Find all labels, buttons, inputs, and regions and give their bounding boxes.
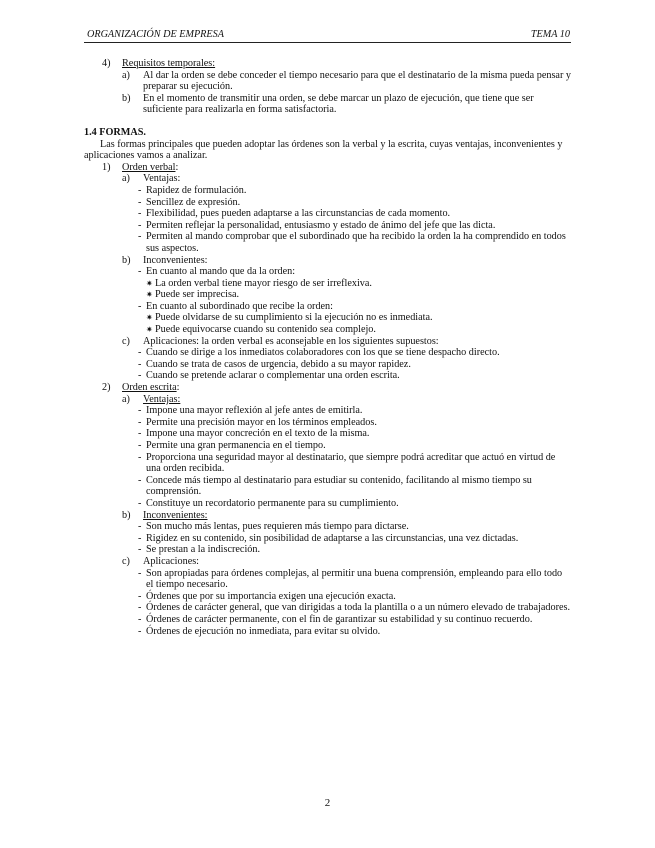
escrita-ventajas-heading bbox=[84, 394, 572, 406]
star-bullet-icon: ✷ bbox=[146, 290, 153, 300]
escrita-inconv-list bbox=[84, 521, 572, 556]
verbal-inconv-mark: b) bbox=[122, 254, 131, 266]
list-item bbox=[84, 533, 572, 545]
list-item bbox=[84, 347, 572, 359]
escrita-number: 2) bbox=[102, 382, 111, 394]
list-item-text: Puede ser imprecisa. bbox=[155, 289, 240, 301]
req-item-b-text: En el momento de transmitir una orden, se debe marcar un plazo de ejecución, que tiene que ser suficiente para realizarla en forma satisfactoria. bbox=[143, 92, 534, 116]
dash-bullet: - bbox=[138, 613, 142, 625]
list-item bbox=[84, 289, 572, 301]
verbal-aplic-heading bbox=[84, 336, 572, 348]
escrita-ventajas-title: Ventajas: bbox=[143, 393, 181, 405]
dash-bullet: - bbox=[138, 440, 142, 451]
list-item bbox=[84, 591, 572, 603]
req-number: 4) bbox=[102, 58, 111, 69]
list-item-text: Órdenes de ejecución no inmediata, para evitar su olvido. bbox=[146, 625, 381, 637]
escrita-aplic-title: Aplicaciones: bbox=[143, 555, 200, 567]
escrita-title: Orden escrita bbox=[122, 382, 177, 394]
dash-bullet: - bbox=[138, 451, 142, 463]
dash-bullet: - bbox=[138, 347, 142, 359]
req-item-a-text: Al dar la orden se debe conceder el tiempo necesario para que el destinatario de la misma pueda pensar y preparar su ejecución. bbox=[143, 69, 571, 93]
dash-bullet: - bbox=[138, 416, 142, 428]
escrita-ventajas-list bbox=[84, 405, 572, 509]
escrita-inconv-title: Inconvenientes: bbox=[143, 509, 208, 521]
list-item-text: Rigidez en su contenido, sin posibilidad de adaptarse a las circunstancias, una vez dictadas. bbox=[146, 532, 519, 544]
list-item-text: Impone una mayor reflexión al jefe antes de emitirla. bbox=[146, 405, 363, 417]
list-item bbox=[84, 370, 572, 382]
verbal-ventajas-mark: a) bbox=[122, 173, 130, 185]
list-item bbox=[84, 197, 572, 209]
list-item bbox=[84, 498, 572, 510]
header-rule bbox=[84, 42, 571, 43]
section-heading: 1.4 FORMAS. bbox=[84, 126, 146, 138]
list-item bbox=[84, 405, 572, 417]
verbal-inconv-heading bbox=[84, 255, 572, 267]
list-item bbox=[84, 208, 572, 220]
list-item bbox=[84, 602, 572, 614]
list-item-text: Rapidez de formulación. bbox=[146, 184, 247, 196]
dash-bullet: - bbox=[138, 567, 142, 579]
header-title: ORGANIZACIÓN DE EMPRESA bbox=[87, 29, 224, 40]
verbal-inconv-sub-text: En cuanto al subordinado que recibe la orden: bbox=[146, 300, 333, 312]
header-topic: TEMA 10 bbox=[530, 29, 570, 40]
list-item bbox=[84, 614, 572, 626]
verbal-aplic-title: Aplicaciones: la orden verbal es aconsejable en los siguientes supuestos: bbox=[143, 335, 439, 347]
list-item-text: Permiten reflejar la personalidad, entusiasmo y estado de ánimo del jefe que las dicta. bbox=[146, 219, 496, 231]
list-item bbox=[84, 521, 572, 533]
verbal-inconv-mando-text: En cuanto al mando que da la orden: bbox=[146, 266, 296, 278]
verbal-ventajas-heading bbox=[84, 173, 572, 185]
req-item-b-mark: b) bbox=[122, 92, 131, 104]
verbal-ventajas-list bbox=[84, 185, 572, 255]
req-item-a bbox=[84, 70, 572, 93]
verbal-inconv-title: Inconvenientes: bbox=[143, 254, 208, 266]
list-item bbox=[84, 312, 572, 324]
dash-bullet: - bbox=[138, 184, 142, 196]
list-item-text: Proporciona una seguridad mayor al destinatario, que siempre podrá acreditar que actuó en virtud de una orden recibida. bbox=[146, 451, 556, 475]
dash-bullet: - bbox=[138, 219, 142, 231]
list-item bbox=[84, 626, 572, 638]
verbal-aplic-list bbox=[84, 347, 572, 382]
dash-bullet: - bbox=[138, 602, 142, 614]
dash-bullet: - bbox=[138, 405, 142, 417]
list-item-text: Se prestan a la indiscreción. bbox=[146, 544, 261, 556]
dash-bullet: - bbox=[138, 474, 142, 486]
req-title: Requisitos temporales: bbox=[122, 58, 216, 69]
list-item-text: Puede olvidarse de su cumplimiento si la ejecución no es inmediata. bbox=[155, 312, 433, 324]
escrita-aplic-heading bbox=[84, 556, 572, 568]
list-item-text: Flexibilidad, pues pueden adaptarse a las circunstancias de cada momento. bbox=[146, 208, 451, 220]
star-bullet-icon: ✷ bbox=[146, 313, 153, 323]
escrita-aplic-mark: c) bbox=[122, 555, 130, 567]
list-item bbox=[84, 359, 572, 371]
escrita-ventajas-mark: a) bbox=[122, 393, 130, 405]
list-item bbox=[84, 231, 572, 254]
req-item-b bbox=[84, 93, 572, 116]
list-item bbox=[84, 475, 572, 498]
req-item-a-mark: a) bbox=[122, 69, 130, 81]
dash-bullet: - bbox=[138, 370, 142, 382]
list-item-text: Órdenes de carácter general, que van dirigidas a toda la plantilla o a un número elevado de trabajadores. bbox=[146, 602, 571, 614]
dash-bullet: - bbox=[138, 497, 142, 509]
list-item-text: Puede equivocarse cuando su contenido sea complejo. bbox=[155, 324, 376, 336]
dash-bullet: - bbox=[138, 428, 142, 440]
list-item-text: Permite una precisión mayor en los términos empleados. bbox=[146, 416, 377, 428]
list-item-text: Cuando se pretende aclarar o complementar una orden escrita. bbox=[146, 370, 400, 382]
list-item-text: Órdenes que por su importancia exigen una ejecución exacta. bbox=[146, 590, 396, 602]
list-item-text: Son apropiadas para órdenes complejas, al permitir una buena comprensión, empleando para ello todo el tiempo necesario. bbox=[146, 567, 563, 591]
list-item bbox=[84, 185, 572, 197]
escrita-inconv-heading bbox=[84, 510, 572, 522]
dash-bullet: - bbox=[138, 590, 142, 602]
verbal-heading: 1) Orden verbal: bbox=[102, 161, 179, 173]
page-number: 2 bbox=[324, 797, 331, 809]
list-item bbox=[84, 440, 572, 452]
escrita-aplic-list bbox=[84, 568, 572, 638]
section-intro: Las formas principales que pueden adoptar las órdenes son la verbal y la escrita, cuyas ventajas, inconvenientes y aplicaciones vamos a analizar. bbox=[84, 138, 563, 162]
document-body bbox=[84, 58, 572, 637]
list-item-text: Cuando se trata de casos de urgencia, debido a su mayor rapidez. bbox=[146, 358, 411, 370]
verbal-number: 1) bbox=[102, 161, 111, 173]
dash-bullet: - bbox=[138, 625, 142, 637]
dash-bullet: - bbox=[138, 231, 142, 243]
verbal-ventajas-title: Ventajas: bbox=[143, 173, 181, 185]
verbal-title: Orden verbal bbox=[122, 161, 176, 173]
list-item bbox=[84, 278, 572, 290]
list-item bbox=[84, 324, 572, 336]
dash-bullet: - bbox=[138, 196, 142, 208]
escrita-heading: 2) Orden escrita: bbox=[102, 382, 180, 394]
dash-bullet: - bbox=[138, 544, 142, 556]
list-item-text: Impone una mayor concreción en el texto de la misma. bbox=[146, 428, 370, 440]
verbal-inconv-mando-list bbox=[84, 278, 572, 301]
list-item bbox=[84, 452, 572, 475]
list-item bbox=[84, 417, 572, 429]
verbal-inconv-mando: - En cuanto al mando que da la orden: bbox=[138, 266, 296, 278]
dash-bullet: - bbox=[138, 532, 142, 544]
list-item bbox=[84, 544, 572, 556]
list-item-text: Son mucho más lentas, pues requieren más tiempo para dictarse. bbox=[146, 521, 409, 533]
star-bullet-icon: ✷ bbox=[146, 278, 153, 288]
escrita-inconv-mark: b) bbox=[122, 509, 131, 521]
list-item bbox=[84, 220, 572, 232]
verbal-inconv-sub-list bbox=[84, 312, 572, 335]
dash-bullet: - bbox=[138, 358, 142, 370]
list-item bbox=[84, 568, 572, 591]
list-item-text: Órdenes de carácter permanente, con el fin de garantizar su estabilidad y su continuo recuerdo. bbox=[146, 613, 533, 625]
star-bullet-icon: ✷ bbox=[146, 325, 153, 335]
req-heading bbox=[84, 58, 572, 70]
list-item-text: Cuando se dirige a los inmediatos colaboradores con los que se tiene despacho directo. bbox=[146, 347, 500, 359]
list-item-text: Concede más tiempo al destinatario para estudiar su contenido, facilitando al mismo tiempo su comprensión. bbox=[146, 474, 532, 498]
verbal-inconv-sub: - En cuanto al subordinado que recibe la orden: bbox=[138, 300, 333, 312]
list-item bbox=[84, 428, 572, 440]
list-item-text: Sencillez de expresión. bbox=[146, 196, 241, 208]
dash-bullet: - bbox=[138, 521, 142, 533]
list-item-text: Permiten al mando comprobar que el subordinado que ha recibido la orden la ha comprendido en todos sus aspectos. bbox=[146, 231, 566, 254]
list-item-text: Permite una gran permanencia en el tiempo. bbox=[146, 440, 326, 451]
dash-bullet: - bbox=[138, 208, 142, 220]
verbal-aplic-mark: c) bbox=[122, 335, 130, 347]
list-item-text: La orden verbal tiene mayor riesgo de ser irreflexiva. bbox=[155, 277, 372, 289]
list-item-text: Constituye un recordatorio permanente para su cumplimiento. bbox=[146, 497, 399, 509]
